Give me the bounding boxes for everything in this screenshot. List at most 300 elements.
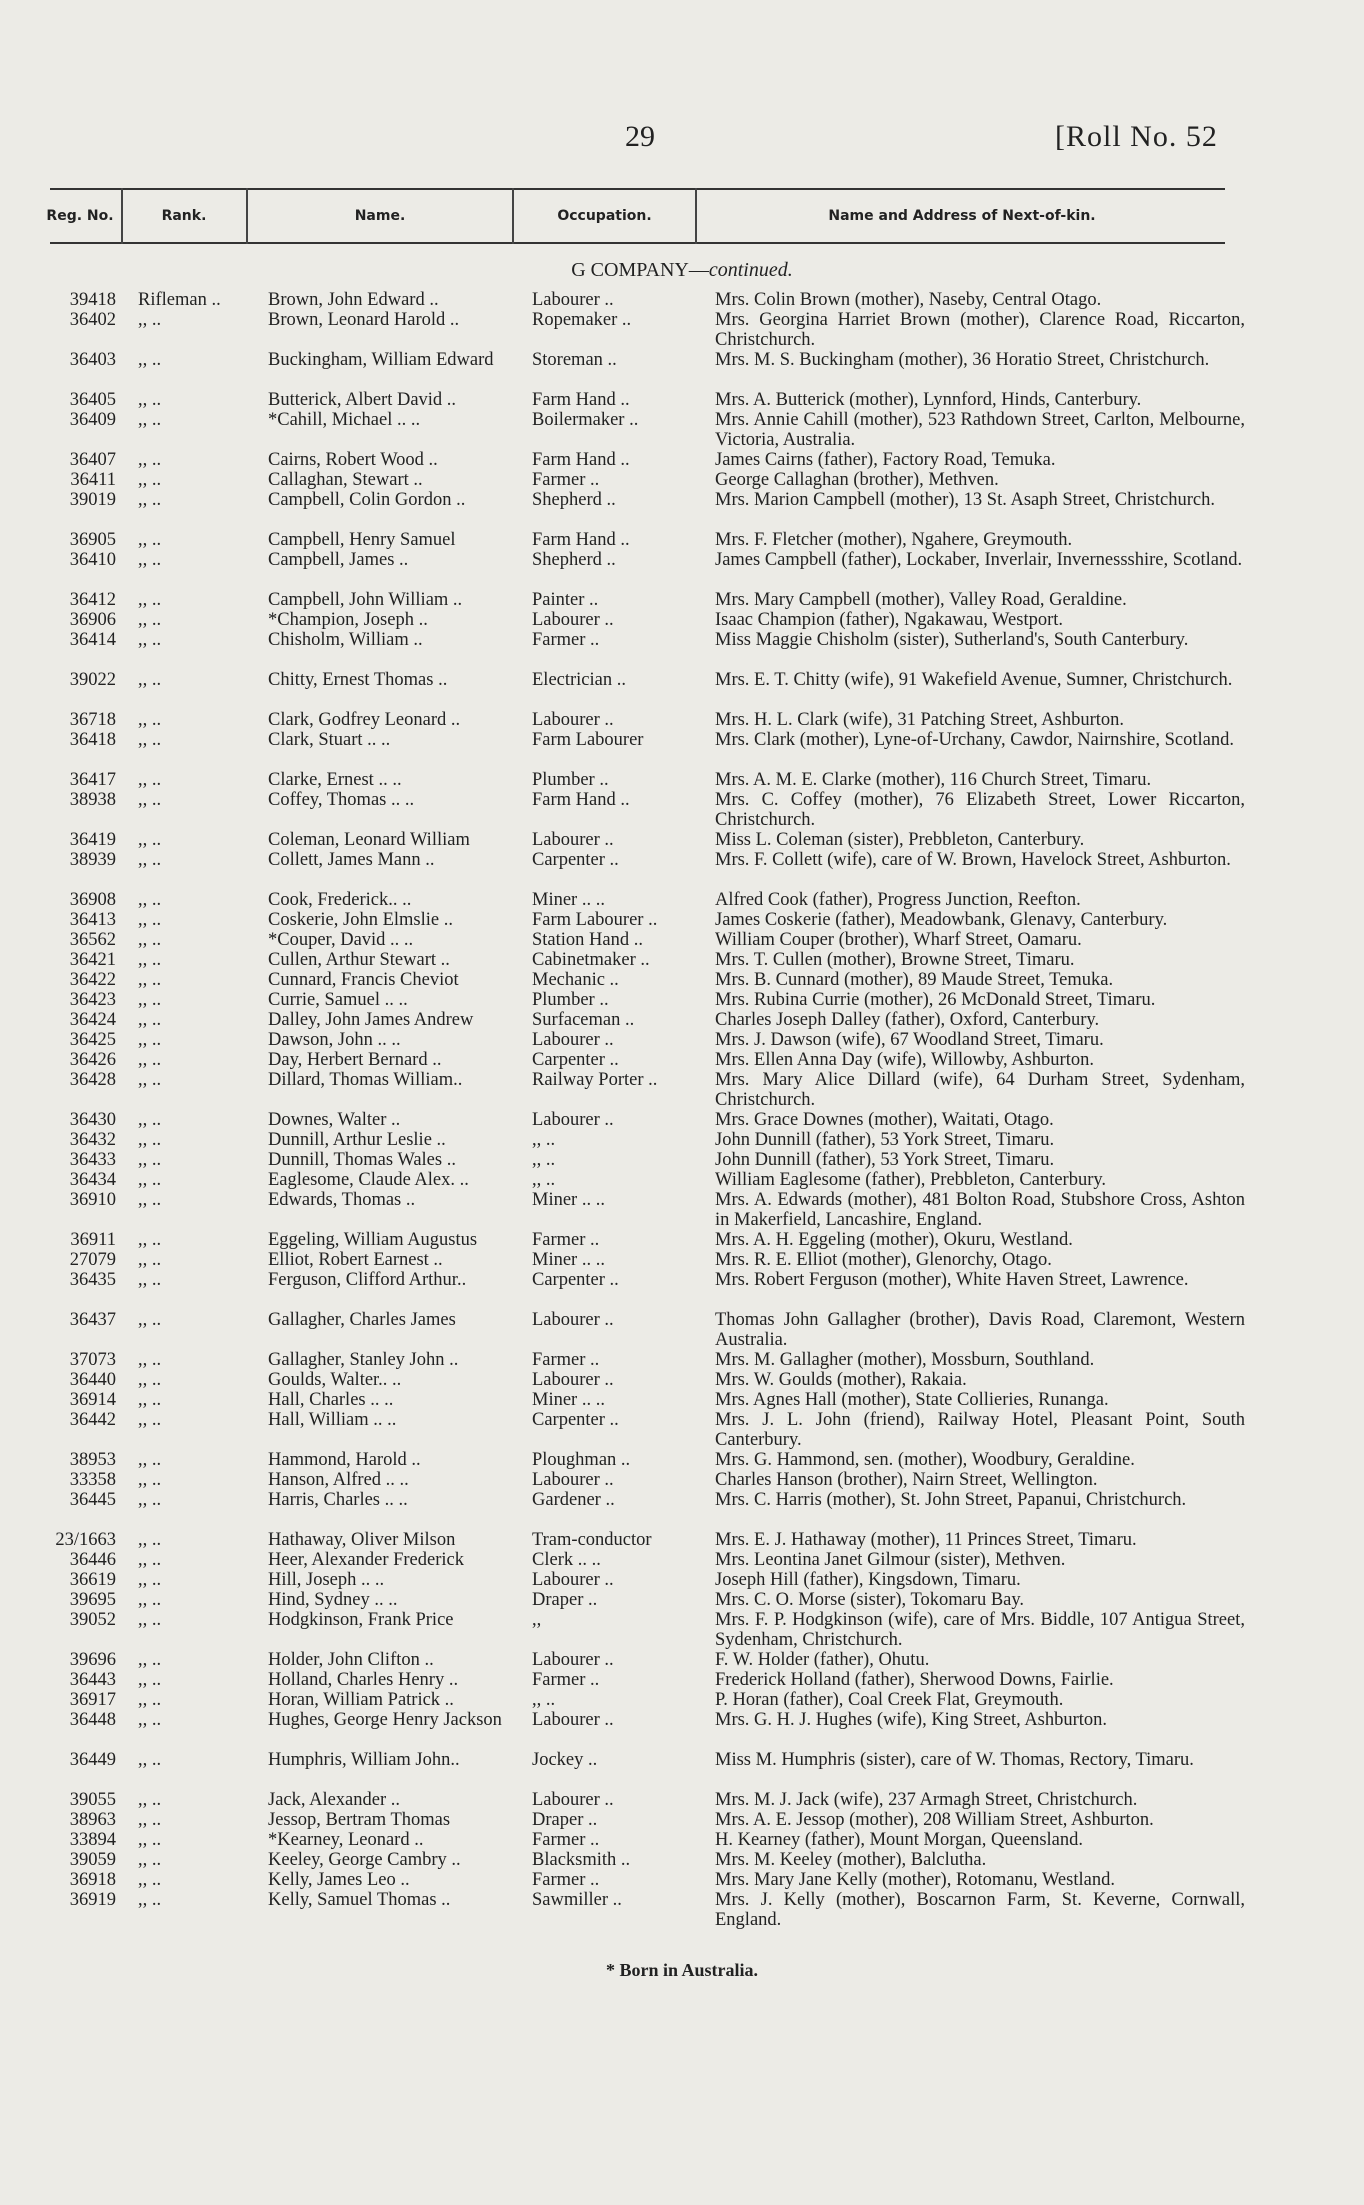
- next-of-kin-cell: Mrs. R. E. Elliot (mother), Glenorchy, Otago.: [715, 1250, 1052, 1270]
- reg-no-cell: 36905: [69, 530, 116, 550]
- rank-cell: ,, ..: [138, 1130, 162, 1150]
- occupation-cell: Farm Hand ..: [532, 390, 630, 410]
- name-cell: Brown, Leonard Harold ..: [268, 310, 460, 330]
- next-of-kin-cell: John Dunnill (father), 53 York Street, Timaru.: [715, 1150, 1055, 1170]
- name-cell: Kelly, James Leo ..: [268, 1870, 410, 1890]
- occupation-cell: Farmer ..: [532, 1230, 600, 1250]
- rank-cell: ,, ..: [138, 1110, 162, 1130]
- reg-no-cell: 36619: [69, 1570, 116, 1590]
- occupation-cell: ,, ..: [532, 1150, 556, 1170]
- reg-no-cell: 36914: [69, 1390, 116, 1410]
- next-of-kin-cell: Miss L. Coleman (sister), Prebbleton, Canterbury.: [715, 830, 1085, 850]
- name-cell: *Couper, David .. ..: [268, 930, 414, 950]
- next-of-kin-cell: Mrs. F. Fletcher (mother), Ngahere, Greymouth.: [715, 530, 1073, 550]
- col-header-reg-no: Reg. No.: [46, 208, 114, 224]
- rank-cell: ,, ..: [138, 1790, 162, 1810]
- name-cell: Kelly, Samuel Thomas ..: [268, 1890, 451, 1910]
- reg-no-cell: 36424: [69, 1010, 116, 1030]
- reg-no-cell: 36562: [69, 930, 116, 950]
- reg-no-cell: 36418: [69, 730, 116, 750]
- next-of-kin-cell: Mrs. A. Butterick (mother), Lynnford, Hinds, Canterbury.: [715, 390, 1142, 410]
- next-of-kin-cell: Mrs. J. Dawson (wife), 67 Woodland Street, Timaru.: [715, 1030, 1104, 1050]
- occupation-cell: Shepherd ..: [532, 490, 616, 510]
- roll-number: [Roll No. 52: [1055, 120, 1218, 153]
- rank-cell: ,, ..: [138, 890, 162, 910]
- name-cell: Chisholm, William ..: [268, 630, 423, 650]
- reg-no-cell: 36426: [69, 1050, 116, 1070]
- rank-cell: ,, ..: [138, 1310, 162, 1330]
- reg-no-cell: 36443: [69, 1670, 116, 1690]
- next-of-kin-cell: Mrs. Grace Downes (mother), Waitati, Otago.: [715, 1110, 1054, 1130]
- occupation-cell: Farm Hand ..: [532, 450, 630, 470]
- next-of-kin-cell: Mrs. Mary Alice Dillard (wife), 64 Durham Street, Sydenham, Christchurch.: [715, 1070, 1245, 1110]
- occupation-cell: Ploughman ..: [532, 1450, 631, 1470]
- occupation-cell: Jockey ..: [532, 1750, 598, 1770]
- reg-no-cell: 39696: [69, 1650, 116, 1670]
- rank-cell: ,, ..: [138, 550, 162, 570]
- name-cell: Dalley, John James Andrew: [268, 1010, 474, 1030]
- rank-cell: ,, ..: [138, 1490, 162, 1510]
- occupation-cell: Plumber ..: [532, 770, 609, 790]
- reg-no-cell: 36405: [69, 390, 116, 410]
- rank-cell: ,, ..: [138, 830, 162, 850]
- rank-cell: ,, ..: [138, 1370, 162, 1390]
- name-cell: Butterick, Albert David ..: [268, 390, 457, 410]
- reg-no-cell: 36917: [69, 1690, 116, 1710]
- rank-cell: ,, ..: [138, 310, 162, 330]
- name-cell: *Champion, Joseph ..: [268, 610, 428, 630]
- rank-cell: ,, ..: [138, 530, 162, 550]
- next-of-kin-cell: Charles Hanson (brother), Nairn Street, Wellington.: [715, 1470, 1098, 1490]
- next-of-kin-cell: Miss M. Humphris (sister), care of W. Thomas, Rectory, Timaru.: [715, 1750, 1194, 1770]
- occupation-cell: Labourer ..: [532, 1470, 614, 1490]
- next-of-kin-cell: Mrs. Mary Jane Kelly (mother), Rotomanu, Westland.: [715, 1870, 1115, 1890]
- name-cell: Jessop, Bertram Thomas: [268, 1810, 451, 1830]
- name-cell: Hill, Joseph .. ..: [268, 1570, 385, 1590]
- occupation-cell: Boilermaker ..: [532, 410, 639, 430]
- rank-cell: ,, ..: [138, 590, 162, 610]
- occupation-cell: Shepherd ..: [532, 550, 616, 570]
- occupation-cell: Farmer ..: [532, 1670, 600, 1690]
- reg-no-cell: 38963: [69, 1810, 116, 1830]
- rank-cell: ,, ..: [138, 930, 162, 950]
- rank-cell: ,, ..: [138, 1450, 162, 1470]
- reg-no-cell: 36449: [69, 1750, 116, 1770]
- col-header-name: Name.: [354, 208, 406, 224]
- next-of-kin-cell: Mrs. J. Kelly (mother), Boscarnon Farm, St. Keverne, Cornwall, England.: [715, 1890, 1245, 1930]
- reg-no-cell: 36413: [69, 910, 116, 930]
- reg-no-cell: 36403: [69, 350, 116, 370]
- next-of-kin-cell: William Eaglesome (father), Prebbleton, Canterbury.: [715, 1170, 1107, 1190]
- name-cell: Hodgkinson, Frank Price: [268, 1610, 454, 1630]
- next-of-kin-cell: Thomas John Gallagher (brother), Davis Road, Claremont, Western Australia.: [715, 1310, 1245, 1350]
- next-of-kin-cell: Mrs. T. Cullen (mother), Browne Street, Timaru.: [715, 950, 1075, 970]
- name-cell: Eggeling, William Augustus: [268, 1230, 478, 1250]
- rank-cell: ,, ..: [138, 730, 162, 750]
- name-cell: Hughes, George Henry Jackson: [268, 1710, 502, 1730]
- occupation-cell: Miner .. ..: [532, 1250, 605, 1270]
- occupation-cell: Sawmiller ..: [532, 1890, 622, 1910]
- reg-no-cell: 39055: [69, 1790, 116, 1810]
- name-cell: Campbell, Henry Samuel: [268, 530, 456, 550]
- occupation-cell: Labourer ..: [532, 1310, 614, 1330]
- next-of-kin-cell: Mrs. M. Gallagher (mother), Mossburn, Southland.: [715, 1350, 1095, 1370]
- next-of-kin-cell: Mrs. F. Collett (wife), care of W. Brown, Havelock Street, Ashburton.: [715, 850, 1231, 870]
- rank-cell: ,, ..: [138, 1350, 162, 1370]
- occupation-cell: Gardener ..: [532, 1490, 615, 1510]
- reg-no-cell: 36407: [69, 450, 116, 470]
- reg-no-cell: 36414: [69, 630, 116, 650]
- occupation-cell: Labourer ..: [532, 830, 614, 850]
- next-of-kin-cell: Mrs. A. H. Eggeling (mother), Okuru, Westland.: [715, 1230, 1073, 1250]
- occupation-cell: Clerk .. ..: [532, 1550, 601, 1570]
- reg-no-cell: 36918: [69, 1870, 116, 1890]
- next-of-kin-cell: Mrs. H. L. Clark (wife), 31 Patching Street, Ashburton.: [715, 710, 1124, 730]
- next-of-kin-cell: Mrs. J. L. John (friend), Railway Hotel, Pleasant Point, South Canterbury.: [715, 1410, 1245, 1450]
- reg-no-cell: 36718: [69, 710, 116, 730]
- name-cell: Cairns, Robert Wood ..: [268, 450, 438, 470]
- name-cell: Dunnill, Arthur Leslie ..: [268, 1130, 446, 1150]
- next-of-kin-cell: James Campbell (father), Lockaber, Inverlair, Invernessshire, Scotland.: [715, 550, 1243, 570]
- rank-cell: ,, ..: [138, 970, 162, 990]
- rank-cell: ,, ..: [138, 1710, 162, 1730]
- reg-no-cell: 36437: [69, 1310, 116, 1330]
- next-of-kin-cell: Mrs. F. P. Hodgkinson (wife), care of Mrs. Biddle, 107 Antigua Street, Sydenham, Christchurch.: [715, 1610, 1245, 1650]
- reg-no-cell: 36422: [69, 970, 116, 990]
- occupation-cell: ,,: [532, 1610, 542, 1630]
- next-of-kin-cell: Mrs. Robert Ferguson (mother), White Haven Street, Lawrence.: [715, 1270, 1189, 1290]
- rank-cell: ,, ..: [138, 1150, 162, 1170]
- header-top-rule: [50, 188, 1225, 190]
- name-cell: Downes, Walter ..: [268, 1110, 401, 1130]
- reg-no-cell: 39695: [69, 1590, 116, 1610]
- reg-no-cell: 36419: [69, 830, 116, 850]
- occupation-cell: Labourer ..: [532, 1110, 614, 1130]
- rank-cell: ,, ..: [138, 1190, 162, 1210]
- occupation-cell: Plumber ..: [532, 990, 609, 1010]
- rank-cell: ,, ..: [138, 1830, 162, 1850]
- name-cell: Jack, Alexander ..: [268, 1790, 401, 1810]
- name-cell: Eaglesome, Claude Alex. ..: [268, 1170, 469, 1190]
- name-cell: Holland, Charles Henry ..: [268, 1670, 459, 1690]
- name-cell: Callaghan, Stewart ..: [268, 470, 423, 490]
- occupation-cell: Farmer ..: [532, 470, 600, 490]
- next-of-kin-cell: Mrs. W. Goulds (mother), Rakaia.: [715, 1370, 967, 1390]
- reg-no-cell: 36412: [69, 590, 116, 610]
- next-of-kin-cell: Mrs. G. H. J. Hughes (wife), King Street, Ashburton.: [715, 1710, 1108, 1730]
- next-of-kin-cell: Mrs. Colin Brown (mother), Naseby, Central Otago.: [715, 290, 1102, 310]
- occupation-cell: Labourer ..: [532, 1370, 614, 1390]
- rank-cell: ,, ..: [138, 1670, 162, 1690]
- col-header-rank: Rank.: [161, 208, 207, 224]
- name-cell: Gallagher, Stanley John ..: [268, 1350, 459, 1370]
- reg-no-cell: 36433: [69, 1150, 116, 1170]
- rank-cell: ,, ..: [138, 1050, 162, 1070]
- reg-no-cell: 36421: [69, 950, 116, 970]
- name-cell: Hathaway, Oliver Milson: [268, 1530, 456, 1550]
- rank-cell: ,, ..: [138, 670, 162, 690]
- rank-cell: ,, ..: [138, 470, 162, 490]
- occupation-cell: Painter ..: [532, 590, 599, 610]
- rank-cell: ,, ..: [138, 1010, 162, 1030]
- occupation-cell: Farmer ..: [532, 1830, 600, 1850]
- occupation-cell: Farmer ..: [532, 1870, 600, 1890]
- next-of-kin-cell: Mrs. Clark (mother), Lyne-of-Urchany, Cawdor, Nairnshire, Scotland.: [715, 730, 1235, 750]
- rank-cell: ,, ..: [138, 1470, 162, 1490]
- reg-no-cell: 36448: [69, 1710, 116, 1730]
- name-cell: Cunnard, Francis Cheviot: [268, 970, 459, 990]
- reg-no-cell: 36911: [70, 1230, 116, 1250]
- reg-no-cell: 39052: [69, 1610, 116, 1630]
- name-cell: Currie, Samuel .. ..: [268, 990, 408, 1010]
- rank-cell: ,, ..: [138, 990, 162, 1010]
- name-cell: Goulds, Walter.. ..: [268, 1370, 402, 1390]
- occupation-cell: Miner .. ..: [532, 890, 605, 910]
- reg-no-cell: 36445: [69, 1490, 116, 1510]
- occupation-cell: Draper ..: [532, 1590, 598, 1610]
- occupation-cell: Surfaceman ..: [532, 1010, 635, 1030]
- rank-cell: ,, ..: [138, 950, 162, 970]
- name-cell: Hall, Charles .. ..: [268, 1390, 394, 1410]
- reg-no-cell: 36446: [69, 1550, 116, 1570]
- reg-no-cell: 36434: [69, 1170, 116, 1190]
- occupation-cell: ,, ..: [532, 1690, 556, 1710]
- next-of-kin-cell: William Couper (brother), Wharf Street, Oamaru.: [715, 930, 1082, 950]
- reg-no-cell: 38953: [69, 1450, 116, 1470]
- reg-no-cell: 36411: [70, 470, 116, 490]
- rank-cell: ,, ..: [138, 1270, 162, 1290]
- col-header-next-of-kin: Name and Address of Next-of-kin.: [828, 208, 1096, 224]
- occupation-cell: Station Hand ..: [532, 930, 643, 950]
- name-cell: Chitty, Ernest Thomas ..: [268, 670, 448, 690]
- name-cell: Clark, Stuart .. ..: [268, 730, 391, 750]
- rank-cell: ,, ..: [138, 1230, 162, 1250]
- reg-no-cell: 36919: [69, 1890, 116, 1910]
- reg-no-cell: 36409: [69, 410, 116, 430]
- rank-cell: ,, ..: [138, 1590, 162, 1610]
- occupation-cell: Railway Porter ..: [532, 1070, 658, 1090]
- rank-cell: ,, ..: [138, 1810, 162, 1830]
- name-cell: Keeley, George Cambry ..: [268, 1850, 461, 1870]
- occupation-cell: Mechanic ..: [532, 970, 619, 990]
- next-of-kin-cell: Mrs. G. Hammond, sen. (mother), Woodbury, Geraldine.: [715, 1450, 1135, 1470]
- name-cell: Dunnill, Thomas Wales ..: [268, 1150, 456, 1170]
- rank-cell: ,, ..: [138, 1250, 162, 1270]
- name-cell: Heer, Alexander Frederick: [268, 1550, 464, 1570]
- occupation-cell: Labourer ..: [532, 1570, 614, 1590]
- occupation-cell: Labourer ..: [532, 1650, 614, 1670]
- occupation-cell: ,, ..: [532, 1130, 556, 1150]
- name-cell: *Cahill, Michael .. ..: [268, 410, 421, 430]
- next-of-kin-cell: James Cairns (father), Factory Road, Temuka.: [715, 450, 1056, 470]
- next-of-kin-cell: Joseph Hill (father), Kingsdown, Timaru.: [715, 1570, 1021, 1590]
- rank-cell: ,, ..: [138, 790, 162, 810]
- occupation-cell: Labourer ..: [532, 1710, 614, 1730]
- occupation-cell: Farmer ..: [532, 1350, 600, 1370]
- company-name: G COMPANY—: [571, 259, 709, 281]
- rank-cell: ,, ..: [138, 630, 162, 650]
- next-of-kin-cell: Mrs. A. Edwards (mother), 481 Bolton Road, Stubshore Cross, Ashton in Makerfield, Lancashire, England.: [715, 1190, 1245, 1230]
- name-cell: Campbell, John William ..: [268, 590, 463, 610]
- rank-cell: ,, ..: [138, 1570, 162, 1590]
- rank-cell: ,, ..: [138, 350, 162, 370]
- name-cell: Gallagher, Charles James: [268, 1310, 456, 1330]
- reg-no-cell: 36906: [69, 610, 116, 630]
- occupation-cell: Farm Labourer: [532, 730, 644, 750]
- name-cell: *Kearney, Leonard ..: [268, 1830, 424, 1850]
- name-cell: Harris, Charles .. ..: [268, 1490, 408, 1510]
- page-number: 29: [625, 120, 655, 153]
- next-of-kin-cell: Mrs. B. Cunnard (mother), 89 Maude Street, Temuka.: [715, 970, 1114, 990]
- occupation-cell: Farmer ..: [532, 630, 600, 650]
- name-cell: Clark, Godfrey Leonard ..: [268, 710, 461, 730]
- occupation-cell: Carpenter ..: [532, 1410, 619, 1430]
- occupation-cell: Ropemaker ..: [532, 310, 632, 330]
- next-of-kin-cell: Mrs. Rubina Currie (mother), 26 McDonald Street, Timaru.: [715, 990, 1156, 1010]
- reg-no-cell: 38938: [69, 790, 116, 810]
- next-of-kin-cell: Mrs. E. T. Chitty (wife), 91 Wakefield Avenue, Sumner, Christchurch.: [715, 670, 1233, 690]
- next-of-kin-cell: Miss Maggie Chisholm (sister), Sutherland's, South Canterbury.: [715, 630, 1189, 650]
- next-of-kin-cell: Mrs. M. J. Jack (wife), 237 Armagh Street, Christchurch.: [715, 1790, 1138, 1810]
- name-cell: Hammond, Harold ..: [268, 1450, 421, 1470]
- company-heading: [0, 259, 1364, 282]
- rank-cell: ,, ..: [138, 1850, 162, 1870]
- rank-cell: ,, ..: [138, 1390, 162, 1410]
- reg-no-cell: 33894: [69, 1830, 116, 1850]
- name-cell: Coleman, Leonard William: [268, 830, 470, 850]
- name-cell: Collett, James Mann ..: [268, 850, 435, 870]
- rank-cell: ,, ..: [138, 1170, 162, 1190]
- continued-label: continued.: [708, 259, 793, 281]
- occupation-cell: Farm Hand ..: [532, 530, 630, 550]
- rank-cell: Rifleman ..: [138, 290, 221, 310]
- occupation-cell: Tram-conductor: [532, 1530, 652, 1550]
- rank-cell: ,, ..: [138, 1890, 162, 1910]
- next-of-kin-cell: Mrs. M. Keeley (mother), Balclutha.: [715, 1850, 987, 1870]
- rank-cell: ,, ..: [138, 1070, 162, 1090]
- reg-no-cell: 39022: [69, 670, 116, 690]
- reg-no-cell: 36430: [69, 1110, 116, 1130]
- rank-cell: ,, ..: [138, 910, 162, 930]
- occupation-cell: Farm Hand ..: [532, 790, 630, 810]
- rank-cell: ,, ..: [138, 1870, 162, 1890]
- occupation-cell: Electrician ..: [532, 670, 626, 690]
- rank-cell: ,, ..: [138, 770, 162, 790]
- reg-no-cell: 33358: [69, 1470, 116, 1490]
- reg-no-cell: 39059: [69, 1850, 116, 1870]
- occupation-cell: Carpenter ..: [532, 850, 619, 870]
- next-of-kin-cell: Mrs. E. J. Hathaway (mother), 11 Princes Street, Timaru.: [715, 1530, 1137, 1550]
- header-bottom-rule: [50, 242, 1225, 244]
- reg-no-cell: 36432: [69, 1130, 116, 1150]
- next-of-kin-cell: John Dunnill (father), 53 York Street, Timaru.: [715, 1130, 1055, 1150]
- reg-no-cell: 36410: [69, 550, 116, 570]
- rank-cell: ,, ..: [138, 1530, 162, 1550]
- rank-cell: ,, ..: [138, 1410, 162, 1430]
- reg-no-cell: 37073: [69, 1350, 116, 1370]
- rank-cell: ,, ..: [138, 1750, 162, 1770]
- next-of-kin-cell: Charles Joseph Dalley (father), Oxford, Canterbury.: [715, 1010, 1100, 1030]
- reg-no-cell: 36417: [69, 770, 116, 790]
- next-of-kin-cell: Mrs. A. M. E. Clarke (mother), 116 Church Street, Timaru.: [715, 770, 1152, 790]
- next-of-kin-cell: Mrs. C. Coffey (mother), 76 Elizabeth Street, Lower Riccarton, Christchurch.: [715, 790, 1245, 830]
- reg-no-cell: 36910: [69, 1190, 116, 1210]
- name-cell: Hanson, Alfred .. ..: [268, 1470, 409, 1490]
- next-of-kin-cell: Mrs. Leontina Janet Gilmour (sister), Methven.: [715, 1550, 1066, 1570]
- occupation-cell: Draper ..: [532, 1810, 598, 1830]
- reg-no-cell: 39418: [69, 290, 116, 310]
- rank-cell: ,, ..: [138, 710, 162, 730]
- next-of-kin-cell: F. W. Holder (father), Ohutu.: [715, 1650, 930, 1670]
- next-of-kin-cell: Mrs. Georgina Harriet Brown (mother), Clarence Road, Riccarton, Christchurch.: [715, 310, 1245, 350]
- occupation-cell: Carpenter ..: [532, 1050, 619, 1070]
- next-of-kin-cell: Mrs. Annie Cahill (mother), 523 Rathdown Street, Carlton, Melbourne, Victoria, Australia.: [715, 410, 1245, 450]
- next-of-kin-cell: Mrs. C. Harris (mother), St. John Street, Papanui, Christchurch.: [715, 1490, 1187, 1510]
- name-cell: Dawson, John .. ..: [268, 1030, 401, 1050]
- next-of-kin-cell: Mrs. M. S. Buckingham (mother), 36 Horatio Street, Christchurch.: [715, 350, 1210, 370]
- next-of-kin-cell: H. Kearney (father), Mount Morgan, Queensland.: [715, 1830, 1084, 1850]
- rank-cell: ,, ..: [138, 850, 162, 870]
- name-cell: Coffey, Thomas .. ..: [268, 790, 415, 810]
- reg-no-cell: 27079: [69, 1250, 116, 1270]
- reg-no-cell: 38939: [69, 850, 116, 870]
- next-of-kin-cell: Mrs. Marion Campbell (mother), 13 St. Asaph Street, Christchurch.: [715, 490, 1215, 510]
- name-cell: Hind, Sydney .. ..: [268, 1590, 398, 1610]
- occupation-cell: Labourer ..: [532, 1790, 614, 1810]
- name-cell: Brown, John Edward ..: [268, 290, 439, 310]
- name-cell: Campbell, James ..: [268, 550, 409, 570]
- rank-cell: ,, ..: [138, 1030, 162, 1050]
- reg-no-cell: 36442: [69, 1410, 116, 1430]
- reg-no-cell: 36908: [69, 890, 116, 910]
- rank-cell: ,, ..: [138, 1650, 162, 1670]
- occupation-cell: Labourer ..: [532, 290, 614, 310]
- name-cell: Humphris, William John..: [268, 1750, 460, 1770]
- name-cell: Campbell, Colin Gordon ..: [268, 490, 466, 510]
- rank-cell: ,, ..: [138, 610, 162, 630]
- name-cell: Holder, John Clifton ..: [268, 1650, 434, 1670]
- next-of-kin-cell: Mrs. A. E. Jessop (mother), 208 William Street, Ashburton.: [715, 1810, 1154, 1830]
- occupation-cell: Labourer ..: [532, 1030, 614, 1050]
- occupation-cell: Miner .. ..: [532, 1390, 605, 1410]
- reg-no-cell: 36435: [69, 1270, 116, 1290]
- name-cell: Dillard, Thomas William..: [268, 1070, 463, 1090]
- reg-no-cell: 36402: [69, 310, 116, 330]
- next-of-kin-cell: Mrs. C. O. Morse (sister), Tokomaru Bay.: [715, 1590, 1025, 1610]
- next-of-kin-cell: James Coskerie (father), Meadowbank, Glenavy, Canterbury.: [715, 910, 1168, 930]
- name-cell: Clarke, Ernest .. ..: [268, 770, 402, 790]
- next-of-kin-cell: Mrs. Ellen Anna Day (wife), Willowby, Ashburton.: [715, 1050, 1094, 1070]
- name-cell: Cook, Frederick.. ..: [268, 890, 412, 910]
- next-of-kin-cell: Frederick Holland (father), Sherwood Downs, Fairlie.: [715, 1670, 1114, 1690]
- rank-cell: ,, ..: [138, 390, 162, 410]
- reg-no-cell: 39019: [69, 490, 116, 510]
- reg-no-cell: 36440: [69, 1370, 116, 1390]
- name-cell: Buckingham, William Edward: [268, 350, 494, 370]
- next-of-kin-cell: Isaac Champion (father), Ngakawau, Westport.: [715, 610, 1064, 630]
- name-cell: Edwards, Thomas ..: [268, 1190, 416, 1210]
- reg-no-cell: 36423: [69, 990, 116, 1010]
- occupation-cell: Storeman ..: [532, 350, 617, 370]
- rank-cell: ,, ..: [138, 450, 162, 470]
- occupation-cell: Miner .. ..: [532, 1190, 605, 1210]
- name-cell: Hall, William .. ..: [268, 1410, 397, 1430]
- next-of-kin-cell: George Callaghan (brother), Methven.: [715, 470, 999, 490]
- footnote: * Born in Australia.: [605, 1960, 759, 1980]
- name-cell: Day, Herbert Bernard ..: [268, 1050, 442, 1070]
- next-of-kin-cell: Mrs. Mary Campbell (mother), Valley Road, Geraldine.: [715, 590, 1127, 610]
- occupation-cell: ,, ..: [532, 1170, 556, 1190]
